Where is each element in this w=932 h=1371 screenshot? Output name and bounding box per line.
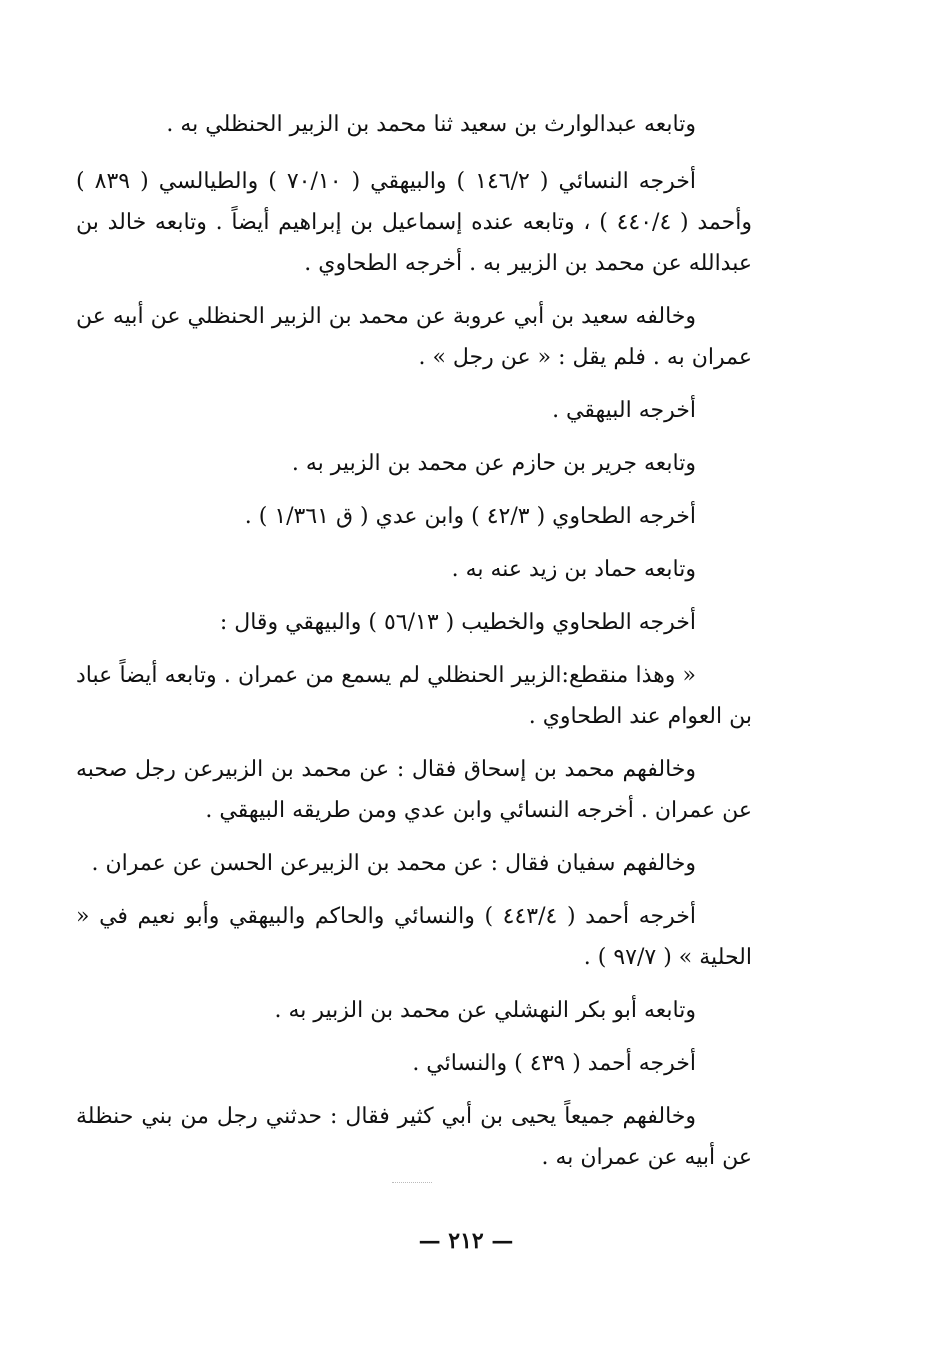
paragraph-8: أخرجه الطحاوي والخطيب ( ٥٦/١٣ ) والبيهقي وقال : <box>219 610 696 635</box>
paragraph-1: وتابعه عبدالوارث بن سعيد ثنا محمد بن الزبير الحنظلي به . <box>166 112 696 137</box>
paragraph-14: أخرجه أحمد ( ٤٣٩ ) والنسائي . <box>412 1051 696 1076</box>
paragraph-15: وخالفهم جميعاً يحيى بن أبي كثير فقال : حدثني رجل من بني حنظلة عن أبيه عن عمران به . <box>76 1104 752 1170</box>
paragraph-7: وتابعه حماد بن زيد عنه به . <box>451 557 696 582</box>
paragraph-6: أخرجه الطحاوي ( ٤٢/٣ ) وابن عدي ( ق ١/٣٦١ ) . <box>244 504 696 529</box>
page-number: — ٢١٢ — <box>418 1228 514 1254</box>
paragraph-10: وخالفهم محمد بن إسحاق فقال : عن محمد بن الزبيرعن رجل صحبه عن عمران . أخرجه النسائي وابن عدي ومن طريقه البيهقي . <box>76 757 752 823</box>
footer-divider <box>392 1182 432 1185</box>
paragraph-5: وتابعه جرير بن حازم عن محمد بن الزبير به . <box>291 451 696 476</box>
paragraph-13: وتابعه أبو بكر النهشلي عن محمد بن الزبير به . <box>274 998 696 1023</box>
paragraph-11: وخالفهم سفيان فقال : عن محمد بن الزبيرعن الحسن عن عمران . <box>91 851 696 876</box>
main-text <box>76 104 752 1178</box>
paragraph-12: أخرجه أحمد ( ٤٤٣/٤ ) والنسائي والحاكم والبيهقي وأبو نعيم في « الحلية » ( ٩٧/٧ ) . <box>76 904 752 970</box>
paragraph-9: « وهذا منقطع:الزبير الحنظلي لم يسمع من عمران . وتابعه أيضاً عباد بن العوام عند الطحاوي . <box>76 663 752 729</box>
paragraph-2: أخرجه النسائي ( ١٤٦/٢ ) والبيهقي ( ٧٠/١٠ ) والطيالسي ( ٨٣٩ ) وأحمد ( ٤٤٠/٤ ) ، وتابعه عنده إسماعيل بن إبراهيم أيضاً . وتابعه خالد بن عبدالله عن محمد بن الزبير به . أخرجه الطحاوي . <box>76 169 752 276</box>
paragraph-3: وخالفه سعيد بن أبي عروبة عن محمد بن الزبير الحنظلي عن أبيه عن عمران به . فلم يقل : « عن رجل » . <box>76 304 752 370</box>
paragraph-4: أخرجه البيهقي . <box>552 398 696 423</box>
